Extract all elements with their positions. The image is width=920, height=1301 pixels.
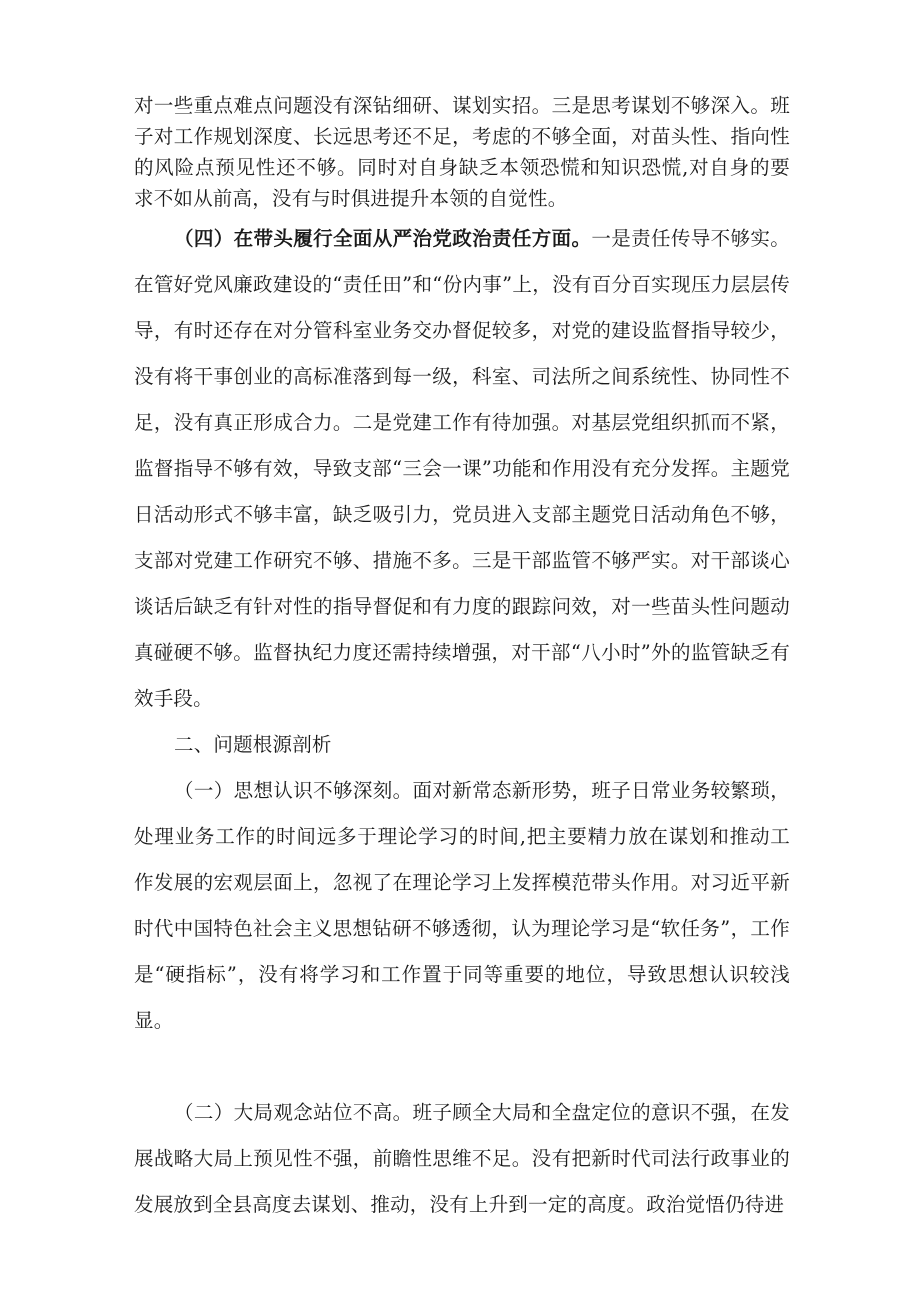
paragraph-root-cause-one: （一）思想认识不够深刻。面对新常态新形势，班子日常业务较繁琐，处理业务工作的时间远多于理论学习的时间,把主要精力放在谋划和推动工作发展的宏观层面上，忽视了在理论学习上发挥模范带头作用。对习近平新时代中国特色社会主义思想钻研不够透彻，认为理论学习是“软任务”，工作是“硬指标”，没有将学习和工作置于同等重要的地位，导致思想认识较浅显。 xyxy=(134,779,790,1032)
section-four-body: 一是责任传导不够实。在管好党风廉政建设的“责任田”和“份内事”上，没有百分百实现压力层层传导，有时还存在对分管科室业务交办督促较多，对党的建设监督指导较少，没有将干事创业的高标准落到每一级，科室、司法所之间系统性、协同性不足，没有真正形成合力。二是党建工作有待加强。对基层党组织抓而不紧，监督指导不够有效，导致支部“三会一课”功能和作用没有充分发挥。主题党日活动形式不够丰富，缺乏吸引力，党员进入支部主题党日活动角色不够，支部对党建工作研究不够、措施不多。三是干部监管不够严实。对干部谈心谈话后缺乏有针对性的指导督促和有力度的跟踪问效，对一些苗头性问题动真碰硬不够。监督执纪力度还需持续增强，对干部“八小时”外的监管缺乏有效手段。 xyxy=(134,227,790,710)
paragraph-root-cause-two: （二）大局观念站位不高。班子顾全大局和全盘定位的意识不强，在发展战略大局上预见性不强，前瞻性思维不足。没有把新时代司法行政事业的发展放到全县高度去谋划、推动，没有上升到一定的高度。政治觉悟仍待进 xyxy=(134,1101,790,1216)
section-heading-root-cause: 二、问题根源剖析 xyxy=(174,733,332,756)
paragraph-continuation: 对一些重点难点问题没有深钻细研、谋划实招。三是思考谋划不够深入。班子对工作规划深度、长远思考还不足，考虑的不够全面，对苗头性、指向性的风险点预见性还不够。同时对自身缺乏本领恐慌和知识恐慌,对自身的要求不如从前高，没有与时俱进提升本领的自觉性。 xyxy=(134,94,790,210)
paragraph-section-four xyxy=(134,216,790,722)
section-four-heading: （四）在带头履行全面从严治党政治责任方面。 xyxy=(174,227,592,250)
